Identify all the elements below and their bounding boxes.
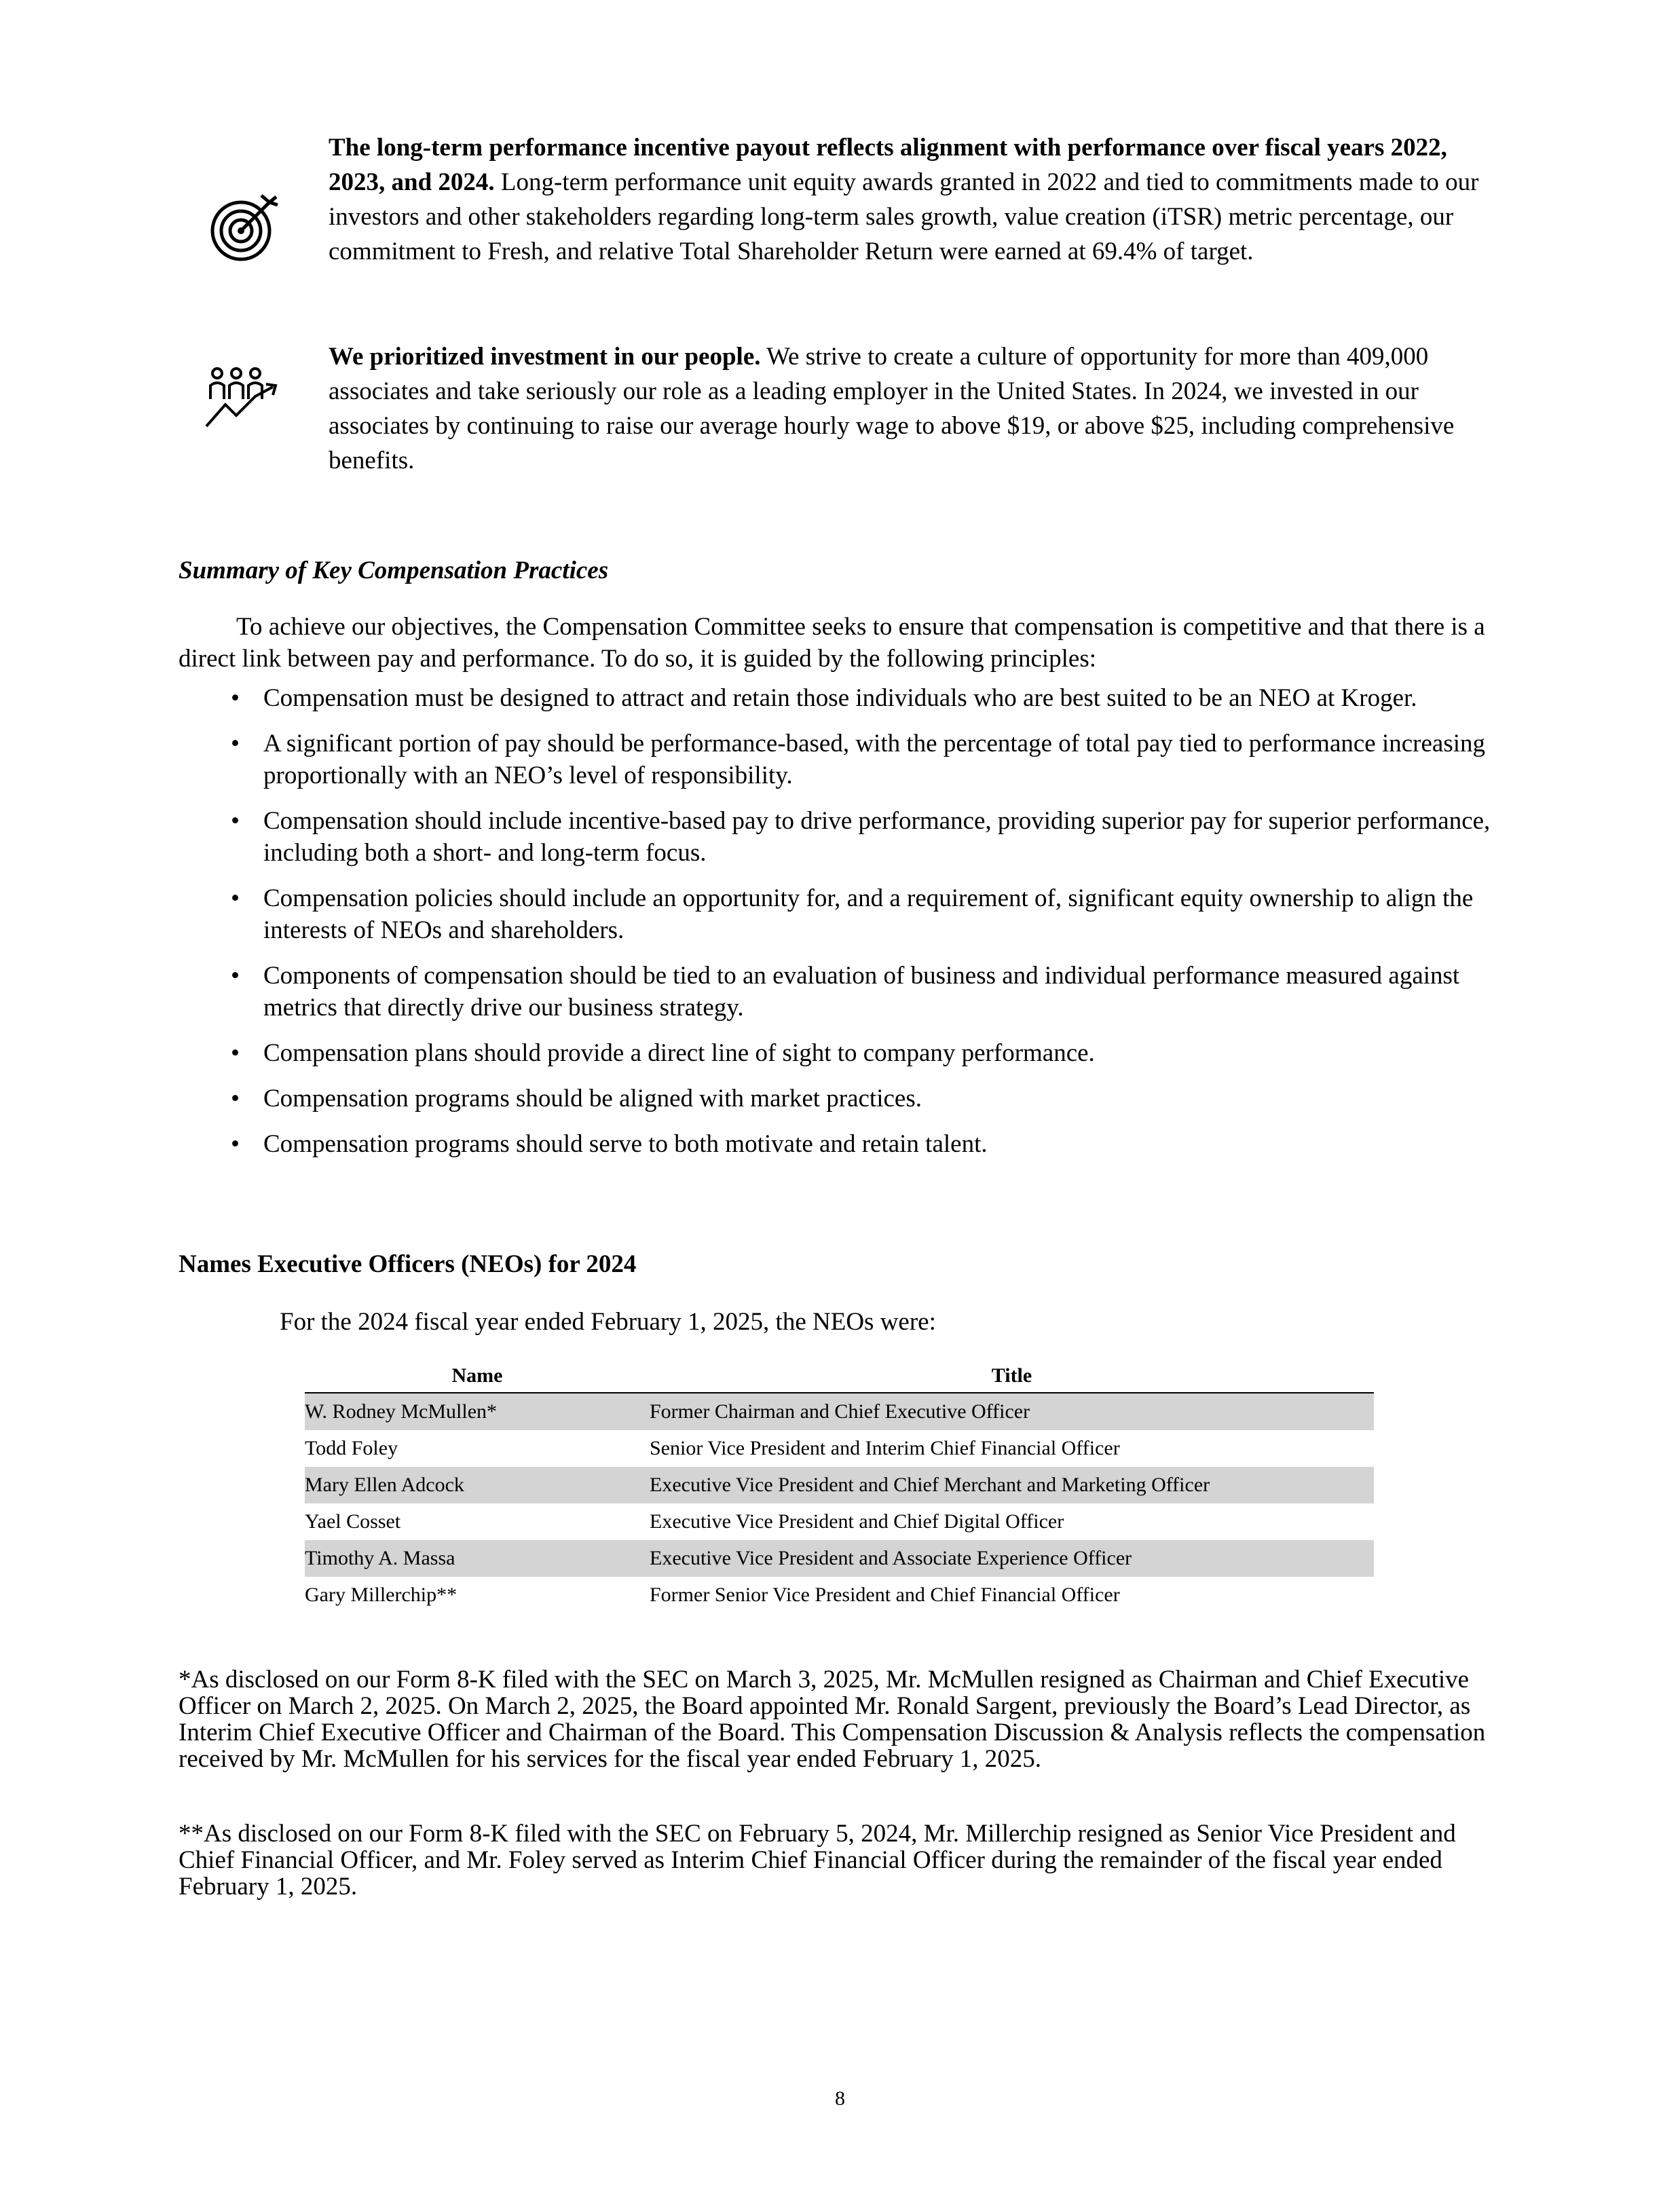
people-growth-icon (202, 367, 289, 429)
cell-title: Former Chairman and Chief Executive Officer (650, 1400, 1030, 1423)
footnote-mcmullen: *As disclosed on our Form 8-K filed with the SEC on March 3, 2025, Mr. McMullen resigned as Chairman and Chief Executive Officer on March 2, 2025. On March 2, 2025, the Board appointed Mr. Ronald Sargent, previously the Board’s Lead Director, as Interim Chief Executive Officer and Chairman of the Board. This Compensation Discussion & Analysis reflects the compensation received by Mr. McMullen for his services for the fiscal year ended February 1, 2025. (179, 1666, 1486, 1773)
neos-table (305, 1364, 1374, 1613)
list-item: • Compensation must be designed to attract and retain those individuals who are best suited to be an NEO at Kroger. (231, 682, 1507, 714)
cell-name: Mary Ellen Adcock (305, 1474, 464, 1496)
cell-name: Timothy A. Massa (305, 1547, 455, 1569)
cell-title: Executive Vice President and Associate Experience Officer (650, 1547, 1132, 1569)
table-row (305, 1577, 1374, 1613)
table-row (305, 1430, 1374, 1467)
principles-list (231, 682, 1507, 1174)
neos-intro: For the 2024 fiscal year ended February 1, 2025, the NEOs were: (280, 1308, 936, 1336)
page-number: 8 (835, 2087, 845, 2110)
column-header-title: Title (991, 1364, 1032, 1387)
highlight-payout-bold: The long-term performance incentive payout reflects alignment with performance over fiscal years 2022, 2023, and 2024. (329, 134, 1447, 196)
cell-title: Senior Vice President and Interim Chief Financial Officer (650, 1437, 1120, 1459)
cell-title: Executive Vice President and Chief Merchant and Marketing Officer (650, 1474, 1210, 1496)
list-item: • Compensation should include incentive-based pay to drive performance, providing superior pay for superior performance, including both a short- and long-term focus. (231, 805, 1507, 869)
table-row (305, 1540, 1374, 1577)
list-item: • Compensation programs should serve to both motivate and retain talent. (231, 1128, 1507, 1160)
list-item: • Compensation policies should include an opportunity for, and a requirement of, significant equity ownership to align the interests of NEOs and shareholders. (231, 882, 1507, 946)
cell-name: Yael Cosset (305, 1510, 401, 1533)
table-header (305, 1364, 1374, 1393)
footnote-millerchip: **As disclosed on our Form 8-K filed with the SEC on February 5, 2024, Mr. Millerchip resigned as Senior Vice President and Chief Financial Officer, and Mr. Foley served as Interim Chief Financial Officer during the remainder of the fiscal year ended February 1, 2025. (179, 1820, 1456, 1901)
cell-name: W. Rodney McMullen* (305, 1400, 498, 1423)
neos-title: Names Executive Officers (NEOs) for 2024 (179, 1250, 637, 1278)
highlight-payout (329, 130, 1496, 269)
list-item: • Components of compensation should be tied to an evaluation of business and individual performance measured against metrics that directly drive our business strategy. (231, 960, 1507, 1024)
cell-title: Former Senior Vice President and Chief Financial Officer (650, 1584, 1120, 1606)
cell-name: Gary Millerchip** (305, 1584, 458, 1606)
highlight-payout-text: Long-term performance unit equity awards granted in 2022 and tied to commitments made to our investors and other stakeholders regarding long-term sales growth, value creation (iTSR) metric percentage, our commitment to Fresh, and relative Total Shareholder Return were earned at 69.4% of target. (329, 168, 1479, 265)
table-row (305, 1467, 1374, 1503)
list-item: • A significant portion of pay should be performance-based, with the percentage of total pay tied to performance increasing proportionally with an NEO’s level of responsibility. (231, 728, 1507, 791)
table-row (305, 1503, 1374, 1540)
highlight-investment (329, 339, 1496, 478)
summary-title: Summary of Key Compensation Practices (179, 557, 609, 584)
summary-intro: To achieve our objectives, the Compensation Committee seeks to ensure that compensation is competitive and that there is a direct link between pay and performance. To do so, it is guided by the following principles: (179, 613, 1485, 673)
cell-title: Executive Vice President and Chief Digital Officer (650, 1510, 1064, 1533)
target-icon (207, 190, 282, 265)
highlight-investment-bold: We prioritized investment in our people. (329, 343, 761, 371)
list-item: • Compensation plans should provide a direct line of sight to company performance. (231, 1037, 1507, 1069)
list-item: • Compensation programs should be aligned with market practices. (231, 1083, 1507, 1115)
cell-name: Todd Foley (305, 1437, 398, 1459)
column-header-name: Name (451, 1364, 503, 1387)
highlight-investment-text: We strive to create a culture of opportunity for more than 409,000 associates and take seriously our role as a leading employer in the United States. In 2024, we invested in our associates by continuing to raise our average hourly wage to above $19, or above $25, including comprehensive benefits. (329, 343, 1455, 474)
table-row (305, 1393, 1374, 1430)
